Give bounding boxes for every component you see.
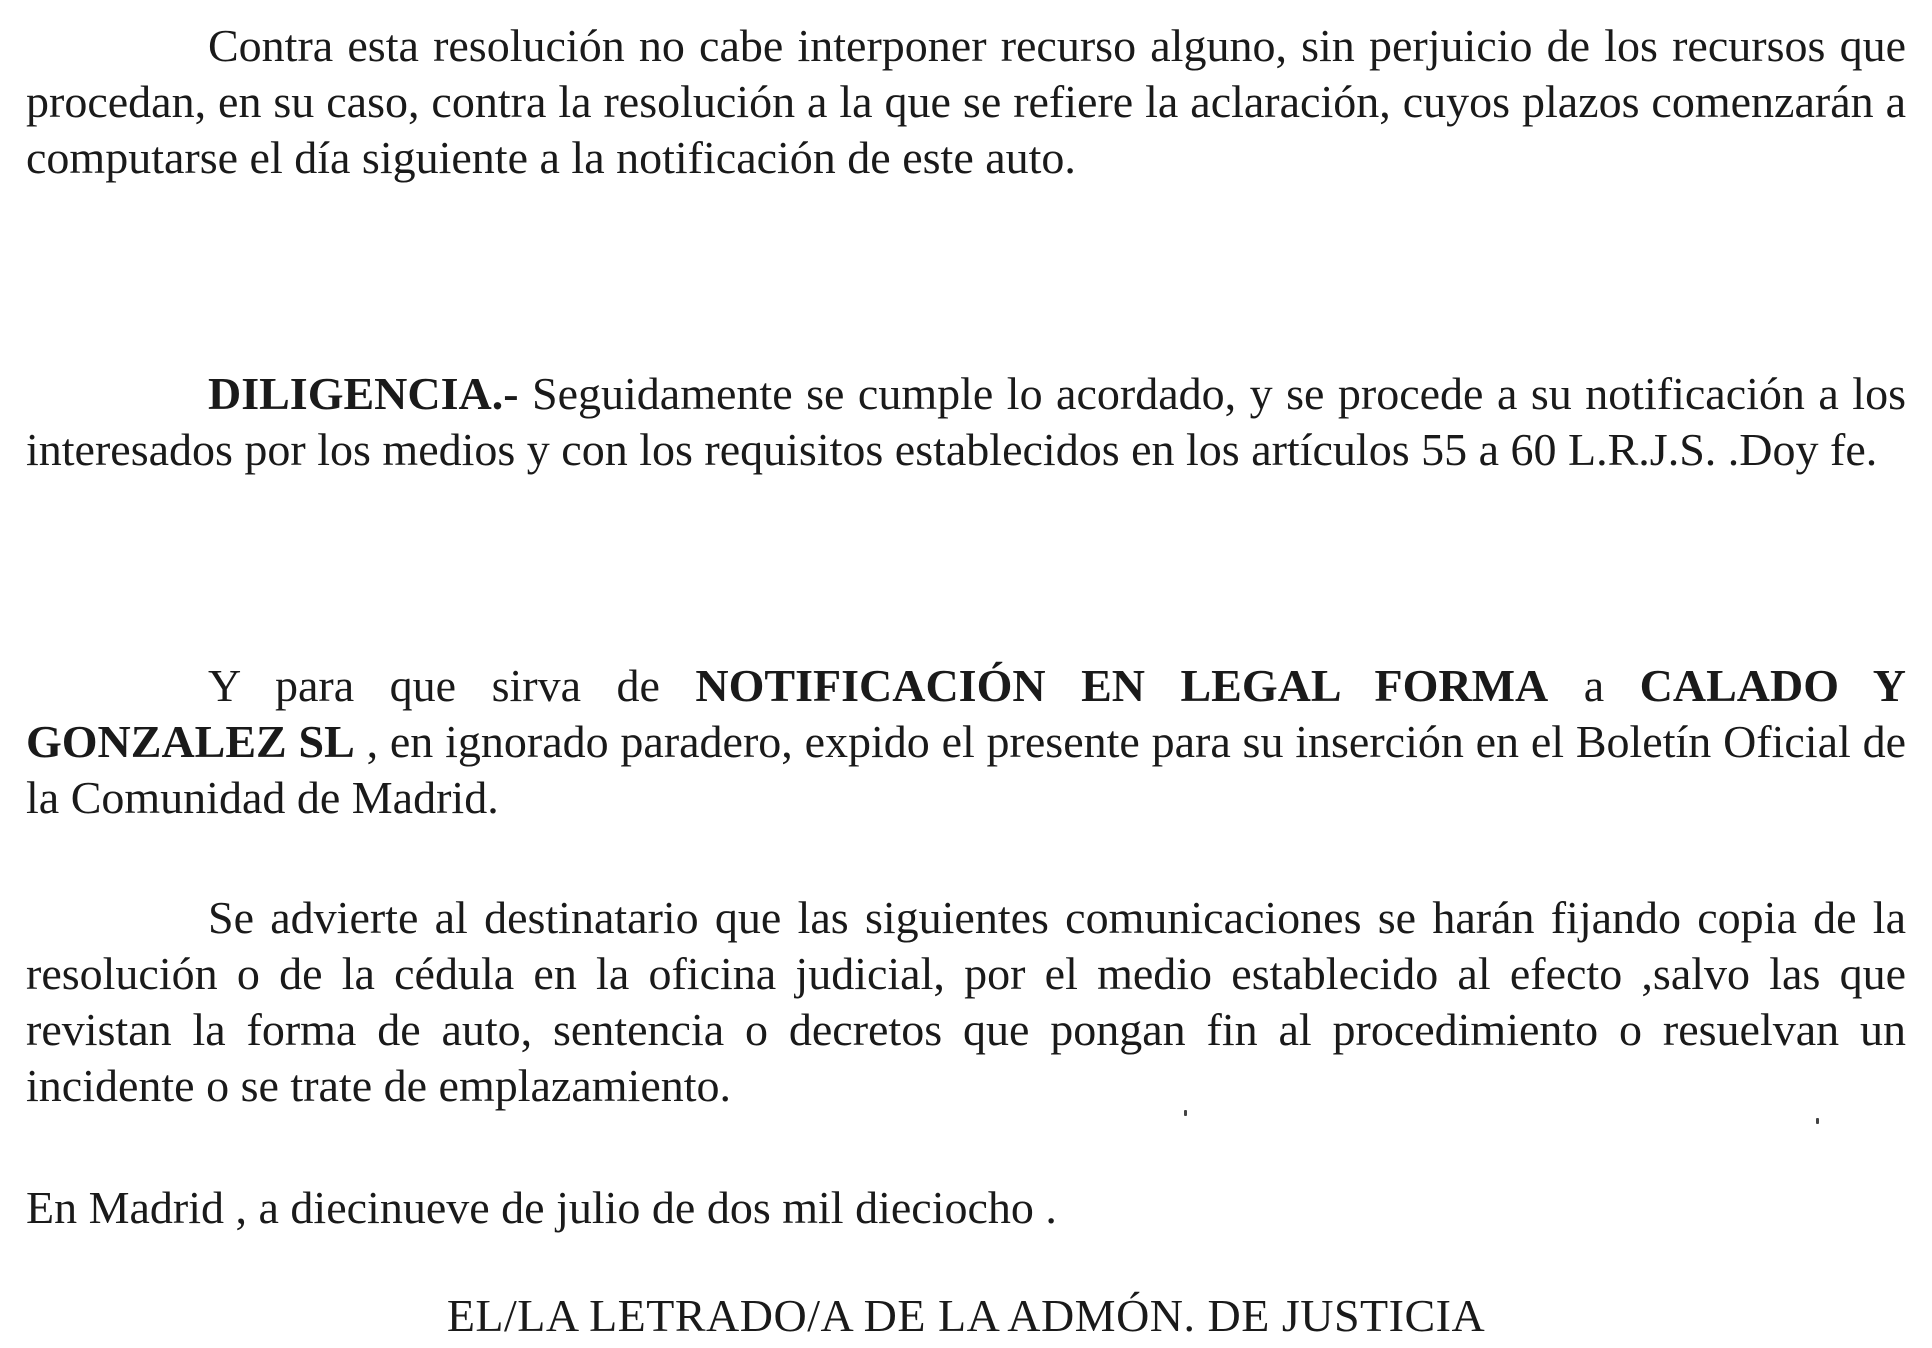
diligencia-text: Seguidamente se cumple lo acordado, y se procede a su notificación a los interesados por los medios y con los requisitos establecidos en los artículos 55 a 60 L.R.J.S. .Doy fe. [26, 368, 1906, 475]
warning-text: Se advierte al destinatario que las siguientes comunicaciones se harán fijando copia de la resolución o de la cédula en la oficina judicial, por el medio establecido al efecto ,salvo las que revistan la forma de auto, sentencia o decretos que pongan fin al procedimiento o resuelvan un incidente o se trate de emplazamiento. [26, 892, 1906, 1111]
diligencia-heading: DILIGENCIA.- [208, 368, 519, 419]
warning-paragraph [26, 890, 1906, 1114]
notification-text: , en ignorado paradero, expido el presente para su inserción en el Boletín Oficial de la Comunidad de Madrid. [26, 716, 1906, 823]
appeal-text: Contra esta resolución no cabe interponer recurso alguno, sin perjuicio de los recursos que procedan, en su caso, contra la resolución a la que se refiere la aclaración, cuyos plazos comenzarán a computarse el día siguiente a la notificación de este auto. [26, 20, 1906, 183]
notification-connector: a [1548, 660, 1640, 711]
notification-lead: Y para que sirva de [208, 660, 696, 711]
scan-speck [1184, 1110, 1187, 1116]
recipient-name: CALADO Y GONZALEZ SL [26, 660, 1906, 767]
date-line: En Madrid , a diecinueve de julio de dos mil dieciocho . [26, 1182, 1057, 1233]
signature-title: EL/LA LETRADO/A DE LA ADMÓN. DE JUSTICIA [446, 1290, 1486, 1341]
diligencia-paragraph [26, 366, 1906, 478]
notification-paragraph [26, 658, 1906, 826]
notification-type: NOTIFICACIÓN EN LEGAL FORMA [695, 660, 1549, 711]
appeal-paragraph [26, 18, 1906, 186]
document-page [26, 0, 1906, 1348]
scan-speck [1816, 1118, 1819, 1124]
